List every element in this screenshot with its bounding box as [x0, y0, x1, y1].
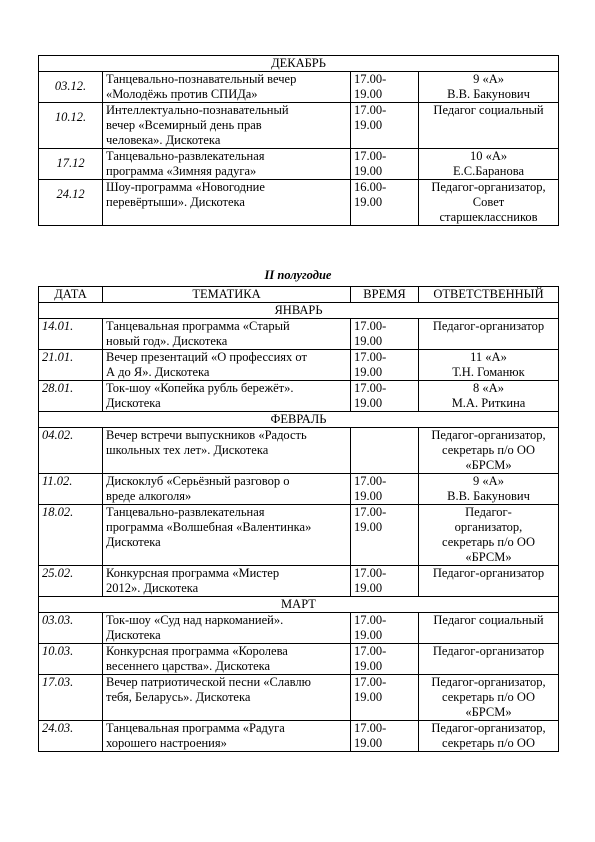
topic-cell-line: хорошего настроения»: [106, 736, 227, 750]
topic-cell-line: школьных тех лет». Дискотека: [106, 443, 269, 457]
time-cell: [351, 721, 419, 752]
topic-cell-line: Танцевально-развлекательная: [106, 505, 265, 519]
schedule-row: [39, 721, 559, 752]
time-cell: [351, 644, 419, 675]
month-row-december: [39, 56, 559, 72]
topic-cell: [103, 428, 351, 474]
topic-cell-line: новый год». Дискотека: [106, 334, 228, 348]
december-schedule-table: [38, 55, 559, 226]
time-cell-line: 19.00: [354, 164, 383, 178]
time-cell: [351, 180, 419, 226]
responsible-cell-line: Педагог социальный: [433, 103, 544, 117]
topic-cell: [103, 721, 351, 752]
second-half-schedule-table: [38, 286, 559, 752]
topic-cell-line: Вечер встречи выпускников «Радость: [106, 428, 307, 442]
time-cell-line: 17.00-: [354, 381, 387, 395]
month-row-january: [39, 303, 559, 319]
time-cell: [351, 566, 419, 597]
responsible-cell-line: Педагог-организатор: [432, 644, 545, 658]
schedule-row: [39, 675, 559, 721]
time-cell-line: 17.00-: [354, 103, 387, 117]
responsible-cell: [419, 644, 559, 675]
responsible-cell-line: Педагог-организатор: [432, 319, 545, 333]
time-cell-line: 17.00-: [354, 613, 387, 627]
date-cell: 17.12: [39, 149, 103, 180]
responsible-cell: [419, 381, 559, 412]
time-cell-line: 19.00: [354, 581, 383, 595]
time-cell-line: 16.00-: [354, 180, 387, 194]
topic-cell-line: Вечер патриотической песни «Славлю: [106, 675, 311, 689]
month-header: ЯНВАРЬ: [39, 303, 559, 319]
topic-cell: [103, 474, 351, 505]
responsible-cell: [419, 149, 559, 180]
time-cell: [351, 149, 419, 180]
topic-cell-line: А до Я». Дискотека: [106, 365, 210, 379]
topic-cell-line: Танцевальная программа «Старый: [106, 319, 290, 333]
time-cell: [351, 72, 419, 103]
responsible-cell-line: Т.Н. Гоманюк: [452, 365, 525, 379]
responsible-cell-line: секретарь п/о ОО: [442, 443, 535, 457]
topic-cell-line: Танцевально-развлекательная: [106, 149, 265, 163]
date-cell: 25.02.: [39, 566, 103, 597]
topic-cell: [103, 644, 351, 675]
responsible-cell-line: Педагог-организатор,: [431, 428, 546, 442]
responsible-cell: [419, 566, 559, 597]
responsible-cell: [419, 103, 559, 149]
schedule-row: [39, 149, 559, 180]
responsible-cell-line: «БРСМ»: [465, 550, 512, 564]
time-cell-line: 19.00: [354, 334, 383, 348]
time-cell: [351, 675, 419, 721]
time-cell-line: 17.00-: [354, 505, 387, 519]
time-cell-line: 17.00-: [354, 675, 387, 689]
responsible-cell: [419, 505, 559, 566]
time-cell-line: 17.00-: [354, 72, 387, 86]
responsible-cell: [419, 474, 559, 505]
responsible-cell-line: секретарь п/о ОО: [442, 690, 535, 704]
responsible-cell-line: 11 «А»: [470, 350, 507, 364]
schedule-row: [39, 103, 559, 149]
topic-cell: [103, 149, 351, 180]
responsible-cell-line: 9 «А»: [473, 72, 504, 86]
responsible-cell-line: Педагог-организатор,: [431, 675, 546, 689]
schedule-row: [39, 319, 559, 350]
responsible-cell-line: Педагог социальный: [433, 613, 544, 627]
date-cell: 10.12.: [39, 103, 103, 149]
date-cell: 14.01.: [39, 319, 103, 350]
schedule-row: [39, 613, 559, 644]
date-cell: 24.03.: [39, 721, 103, 752]
topic-cell-line: весеннего царства». Дискотека: [106, 659, 271, 673]
time-cell: [351, 474, 419, 505]
time-cell: [351, 319, 419, 350]
time-cell: [351, 428, 419, 474]
schedule-row: [39, 505, 559, 566]
date-cell: 21.01.: [39, 350, 103, 381]
topic-cell-line: Танцевально-познавательный вечер: [106, 72, 297, 86]
topic-cell-line: программа «Волшебная «Валентинка»: [106, 520, 312, 534]
responsible-cell: [419, 428, 559, 474]
schedule-row: [39, 350, 559, 381]
date-cell: 03.03.: [39, 613, 103, 644]
time-cell-line: 19.00: [354, 396, 383, 410]
schedule-row: [39, 428, 559, 474]
column-header-row: [39, 287, 559, 303]
time-cell: [351, 103, 419, 149]
column-header-topic: ТЕМАТИКА: [103, 287, 351, 303]
topic-cell-line: Конкурсная программа «Мистер: [106, 566, 280, 580]
month-header: ДЕКАБРЬ: [39, 56, 559, 72]
responsible-cell-line: «БРСМ»: [465, 458, 512, 472]
topic-cell-line: тебя, Беларусь». Дискотека: [106, 690, 251, 704]
time-cell-line: 17.00-: [354, 644, 387, 658]
time-cell-line: 17.00-: [354, 566, 387, 580]
time-cell-line: 19.00: [354, 195, 383, 209]
column-header-time: ВРЕМЯ: [351, 287, 419, 303]
topic-cell: [103, 505, 351, 566]
responsible-cell-line: 8 «А»: [473, 381, 504, 395]
responsible-cell-line: Е.С.Баранова: [453, 164, 524, 178]
time-cell: [351, 505, 419, 566]
topic-cell-line: вреде алкоголя»: [106, 489, 192, 503]
date-cell: 24.12: [39, 180, 103, 226]
time-cell-line: 19.00: [354, 736, 383, 750]
second-half-title: II полугодие: [264, 268, 332, 282]
responsible-cell: [419, 350, 559, 381]
month-header: ФЕВРАЛЬ: [39, 412, 559, 428]
topic-cell: [103, 319, 351, 350]
topic-cell-line: программа «Зимняя радуга»: [106, 164, 257, 178]
schedule-row: [39, 644, 559, 675]
topic-cell: [103, 613, 351, 644]
month-row-february: [39, 412, 559, 428]
responsible-cell: [419, 721, 559, 752]
time-cell-line: 17.00-: [354, 319, 387, 333]
time-cell-line: 19.00: [354, 690, 383, 704]
responsible-cell: [419, 180, 559, 226]
topic-cell-line: Шоу-программа «Новогодние: [106, 180, 265, 194]
date-cell: 17.03.: [39, 675, 103, 721]
time-cell-line: 17.00-: [354, 149, 387, 163]
topic-cell: [103, 566, 351, 597]
date-cell: 04.02.: [39, 428, 103, 474]
responsible-cell-line: М.А. Риткина: [451, 396, 526, 410]
topic-cell-line: 2012». Дискотека: [106, 581, 199, 595]
topic-cell-line: человека». Дискотека: [106, 133, 221, 147]
time-cell-line: 17.00-: [354, 721, 387, 735]
topic-cell-line: перевёртыши». Дискотека: [106, 195, 245, 209]
time-cell-line: 19.00: [354, 489, 383, 503]
time-cell-line: 17.00-: [354, 474, 387, 488]
date-cell: 10.03.: [39, 644, 103, 675]
topic-cell: [103, 103, 351, 149]
schedule-row: [39, 72, 559, 103]
responsible-cell: [419, 613, 559, 644]
time-cell-line: 19.00: [354, 628, 383, 642]
responsible-cell-line: Педагог-организатор: [432, 566, 545, 580]
topic-cell-line: Танцевальная программа «Радуга: [106, 721, 285, 735]
topic-cell-line: Дискотека: [106, 535, 161, 549]
responsible-cell: [419, 319, 559, 350]
topic-cell: [103, 180, 351, 226]
time-cell-line: 19.00: [354, 118, 383, 132]
topic-cell: [103, 675, 351, 721]
responsible-cell-line: Педагог-организатор,: [431, 721, 546, 735]
topic-cell-line: Дискотека: [106, 396, 161, 410]
schedule-row: [39, 566, 559, 597]
schedule-row: [39, 180, 559, 226]
topic-cell: [103, 381, 351, 412]
topic-cell-line: Ток-шоу «Копейка рубль бережёт».: [106, 381, 294, 395]
column-header-responsible: ОТВЕТСТВЕННЫЙ: [419, 287, 559, 303]
time-cell-line: 19.00: [354, 87, 383, 101]
topic-cell: [103, 350, 351, 381]
time-cell-line: 19.00: [354, 365, 383, 379]
schedule-row: [39, 474, 559, 505]
responsible-cell: [419, 675, 559, 721]
responsible-cell-line: «БРСМ»: [465, 705, 512, 719]
topic-cell-line: Дискоклуб «Серьёзный разговор о: [106, 474, 290, 488]
responsible-cell-line: старшеклассников: [439, 210, 538, 224]
responsible-cell-line: Совет: [472, 195, 505, 209]
topic-cell-line: Конкурсная программа «Королева: [106, 644, 288, 658]
topic-cell-line: Вечер презентаций «О профессиях от: [106, 350, 307, 364]
responsible-cell-line: В.В. Бакунович: [447, 489, 530, 503]
month-header: МАРТ: [39, 597, 559, 613]
month-row-march: [39, 597, 559, 613]
date-cell: 11.02.: [39, 474, 103, 505]
topic-cell-line: Интеллектуально-познавательный: [106, 103, 289, 117]
schedule-row: [39, 381, 559, 412]
responsible-cell-line: 9 «А»: [473, 474, 504, 488]
responsible-cell: [419, 72, 559, 103]
topic-cell-line: «Молодёжь против СПИДа»: [106, 87, 258, 101]
date-cell: 03.12.: [39, 72, 103, 103]
responsible-cell-line: Педагог-организатор,: [431, 180, 546, 194]
responsible-cell-line: секретарь п/о ОО: [442, 535, 535, 549]
topic-cell: [103, 72, 351, 103]
responsible-cell-line: организатор,: [454, 520, 523, 534]
topic-cell-line: Ток-шоу «Суд над наркоманией».: [106, 613, 284, 627]
responsible-cell-line: Педагог-: [465, 505, 512, 519]
responsible-cell-line: секретарь п/о ОО: [442, 736, 535, 750]
time-cell-line: 19.00: [354, 659, 383, 673]
time-cell: [351, 381, 419, 412]
date-cell: 18.02.: [39, 505, 103, 566]
topic-cell-line: Дискотека: [106, 628, 161, 642]
topic-cell-line: вечер «Всемирный день прав: [106, 118, 262, 132]
date-cell: 28.01.: [39, 381, 103, 412]
time-cell-line: 17.00-: [354, 350, 387, 364]
time-cell: [351, 613, 419, 644]
responsible-cell-line: В.В. Бакунович: [447, 87, 530, 101]
column-header-date: ДАТА: [39, 287, 103, 303]
responsible-cell-line: 10 «А»: [469, 149, 508, 163]
time-cell: [351, 350, 419, 381]
time-cell-line: 19.00: [354, 520, 383, 534]
